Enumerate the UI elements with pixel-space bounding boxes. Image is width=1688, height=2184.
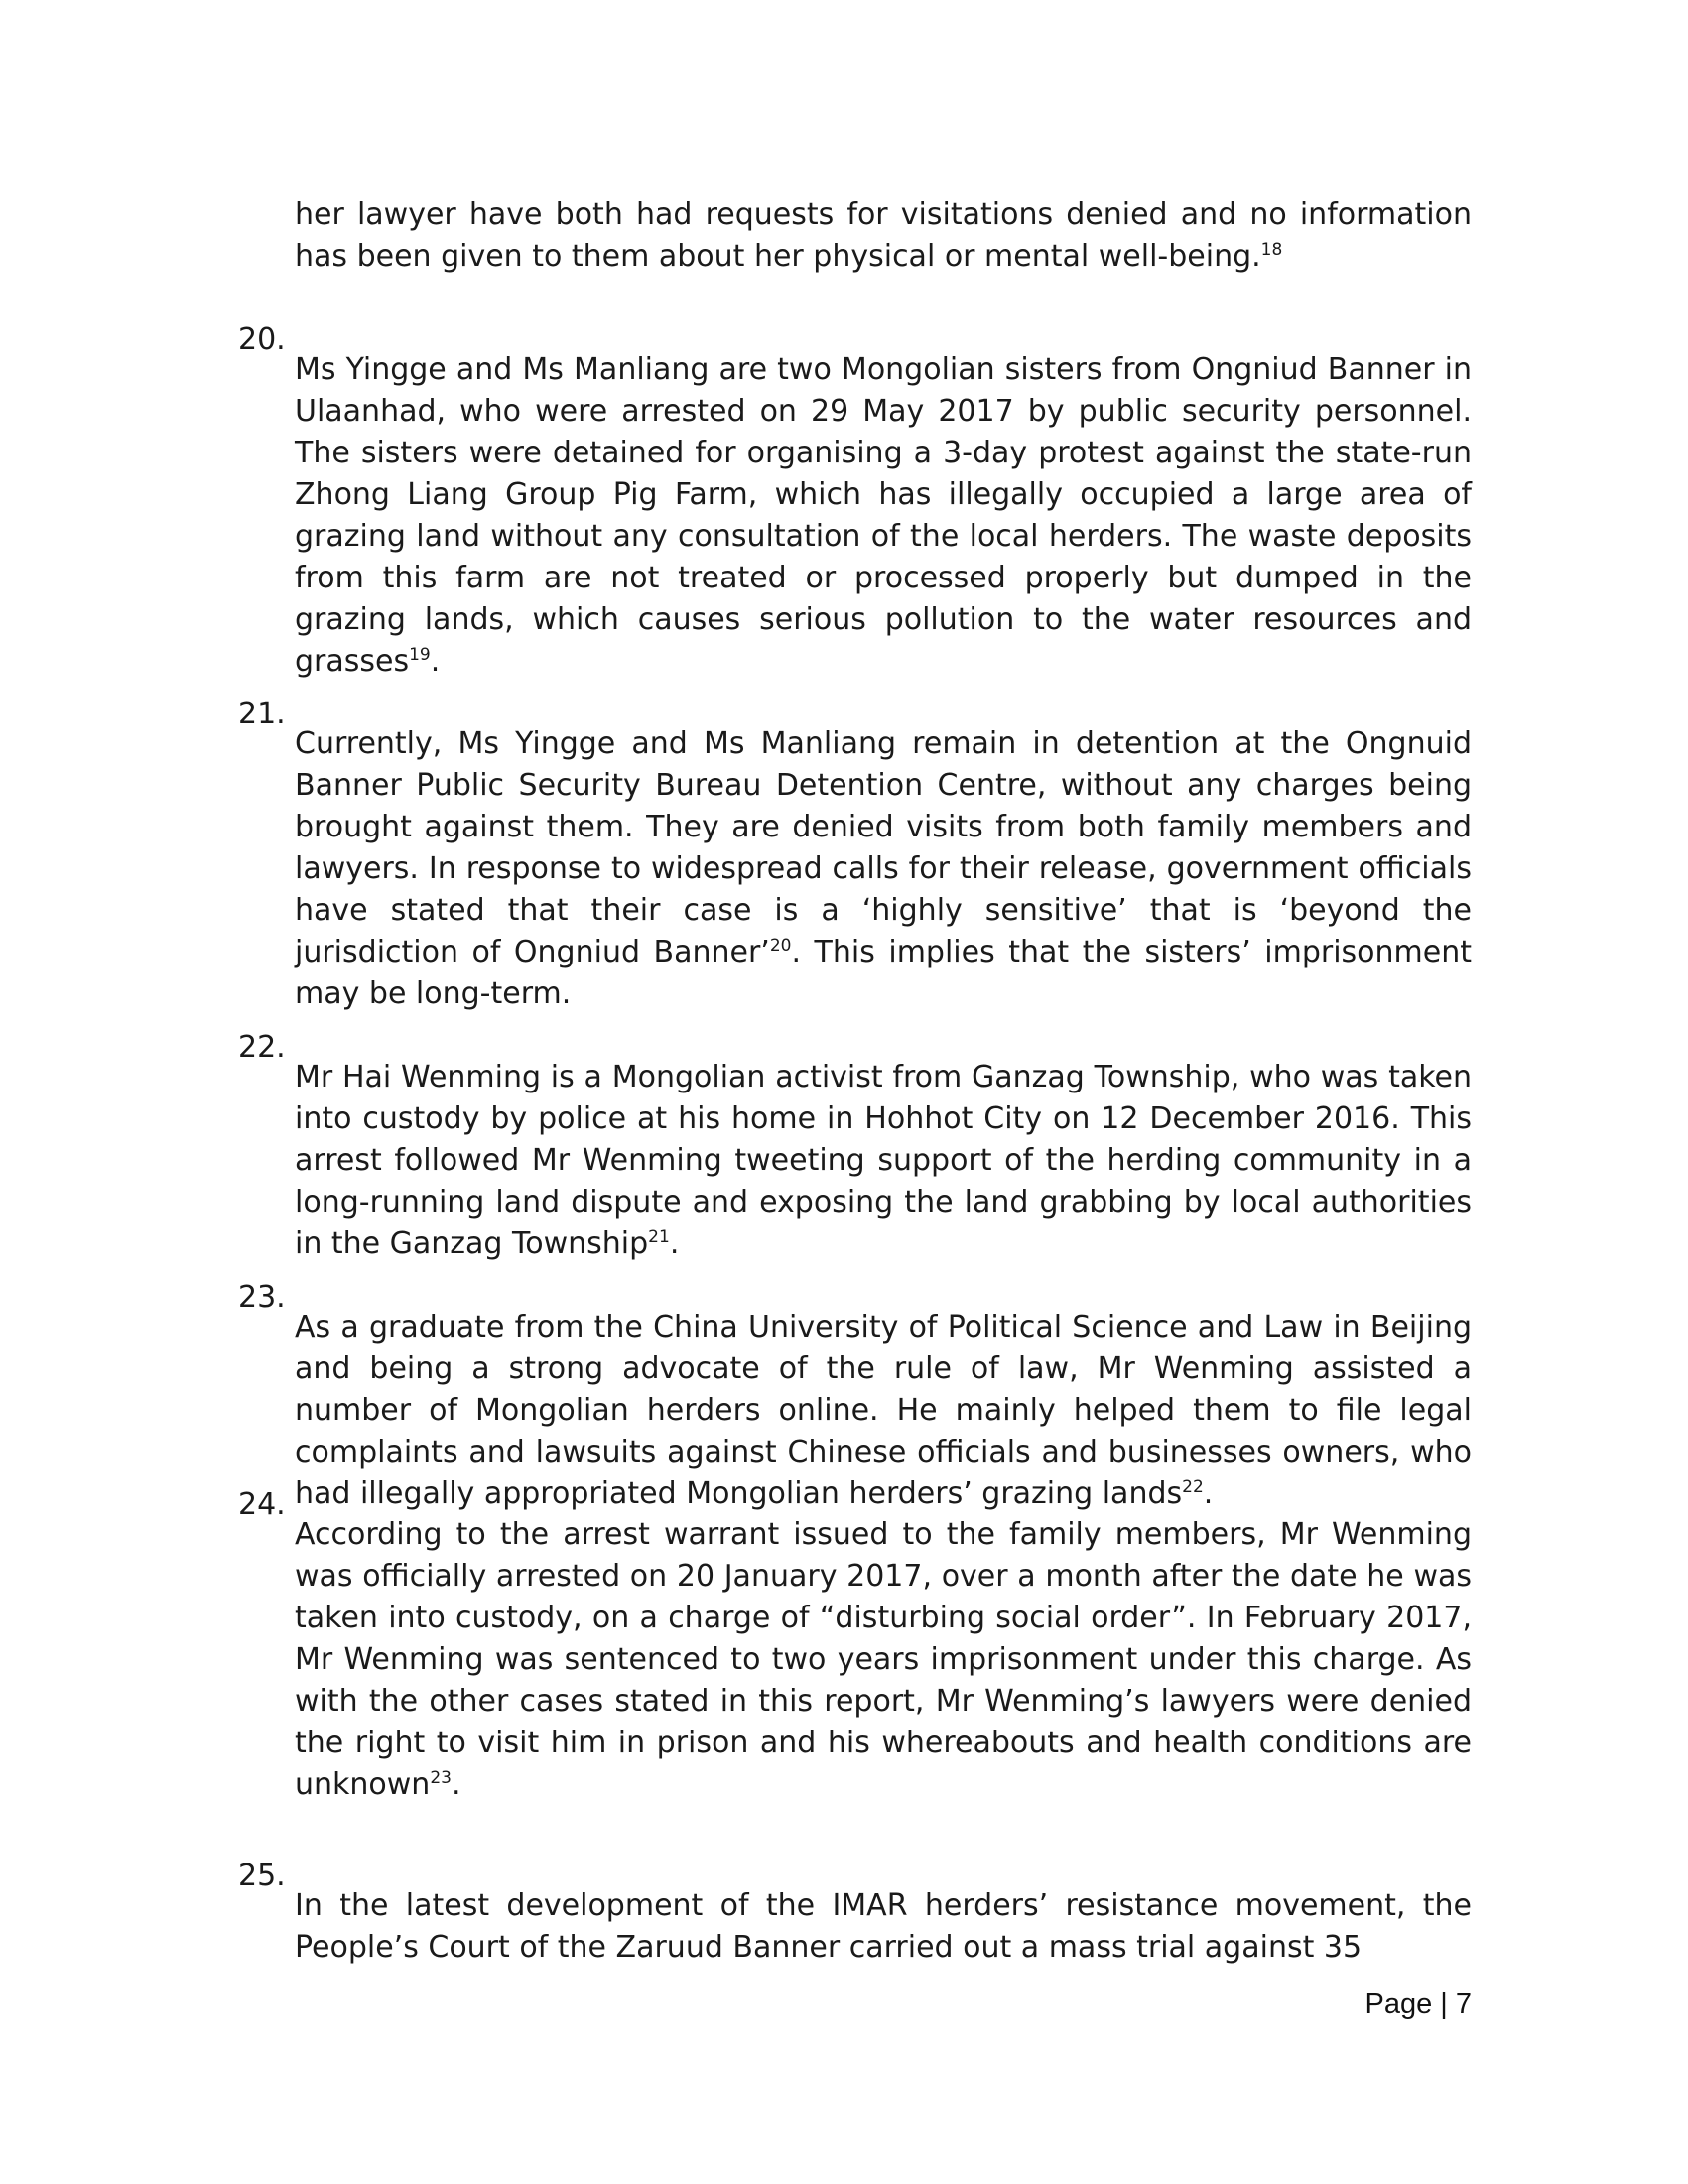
paragraph-number: 25. bbox=[238, 1859, 286, 1893]
paragraph-text: Ms Yingge and Ms Manliang are two Mongolian sisters from Ongniud Banner in Ulaanhad, who were arrested on 29 May 2017 by public security personnel. The sisters were detained for organising a 3-day protest against the state-run Zhong Liang Group Pig Farm, which has illegally occupied a large area of grazing land without any consultation of the local herders. The waste deposits from this farm are not treated or processed properly but dumped in the grazing lands, which causes serious pollution to the water resources and grasses bbox=[295, 352, 1472, 679]
paragraph-20 bbox=[238, 320, 1472, 712]
paragraph-body bbox=[295, 1057, 1472, 1265]
paragraph-body bbox=[295, 723, 1472, 1015]
paragraph-tail: . bbox=[1203, 1477, 1214, 1511]
paragraph-tail: . bbox=[451, 1767, 461, 1802]
paragraph-tail: . This implies that the sisters’ imprisonment may be long-term. bbox=[295, 935, 1472, 1011]
footnote-ref: 20 bbox=[769, 936, 792, 956]
paragraph-body bbox=[295, 349, 1472, 683]
paragraph-text: Currently, Ms Yingge and Ms Manliang remain in detention at the Ongnuid Banner Public Security Bureau Detention Centre, without any charges being brought against them. They are denied visits from both family members and lawyers. In response to widespread calls for their release, government officials have stated that their case is a ‘highly sensitive’ that is ‘beyond the jurisdiction of Ongniud Banner’ bbox=[295, 726, 1472, 969]
page-number: Page | 7 bbox=[1364, 1989, 1472, 2020]
footnote-ref: 18 bbox=[1260, 240, 1283, 260]
paragraph-text: According to the arrest warrant issued to the family members, Mr Wenming was officially arrested on 20 January 2017, over a month after the date he was taken into custody, on a charge of “disturbing social order”. In February 2017, Mr Wenming was sentenced to two years imprisonment under this charge. As with the other cases stated in this report, Mr Wenming’s lawyers were denied the right to visit him in prison and his whereabouts and health conditions are unknown bbox=[295, 1517, 1472, 1802]
footnote-ref: 19 bbox=[409, 645, 431, 665]
footnote-ref: 21 bbox=[648, 1227, 670, 1247]
paragraph-number: 21. bbox=[238, 697, 286, 731]
paragraph-22 bbox=[238, 1027, 1472, 1295]
paragraph-number: 24. bbox=[238, 1487, 286, 1522]
continued-paragraph bbox=[295, 194, 1472, 278]
footnote-ref: 22 bbox=[1182, 1477, 1204, 1497]
paragraph-text: In the latest development of the IMAR herders’ resistance movement, the People’s Court of the Zaruud Banner carried out a mass trial against 35 bbox=[295, 1888, 1472, 1965]
paragraph-24 bbox=[238, 1484, 1472, 1836]
paragraph-text: As a graduate from the China University of Political Science and Law in Beijing and being a strong advocate of the rule of law, Mr Wenming assisted a number of Mongolian herders online. He mainly helped them to file legal complaints and lawsuits against Chinese officials and businesses owners, who had illegally appropriated Mongolian herders’ grazing lands bbox=[295, 1310, 1472, 1511]
footnote-ref: 23 bbox=[430, 1768, 452, 1788]
paragraph-text: her lawyer have both had requests for visitations denied and no information has been given to them about her physical or mental well-being. bbox=[295, 197, 1472, 274]
paragraph-21 bbox=[238, 694, 1472, 1045]
paragraph-number: 22. bbox=[238, 1030, 286, 1065]
paragraph-body bbox=[295, 1885, 1472, 1969]
paragraph-25 bbox=[238, 1856, 1472, 1998]
paragraph-text: Mr Hai Wenming is a Mongolian activist from Ganzag Township, who was taken into custody by police at his home in Hohhot City on 12 December 2016. This arrest followed Mr Wenming tweeting support of the herding community in a long-running land dispute and exposing the land grabbing by local authorities in the Ganzag Township bbox=[295, 1060, 1472, 1261]
paragraph-tail: . bbox=[430, 644, 441, 679]
paragraph-body bbox=[295, 1514, 1472, 1806]
paragraph-number: 23. bbox=[238, 1280, 286, 1315]
paragraph-tail: . bbox=[669, 1226, 680, 1261]
paragraph-number: 20. bbox=[238, 322, 286, 357]
